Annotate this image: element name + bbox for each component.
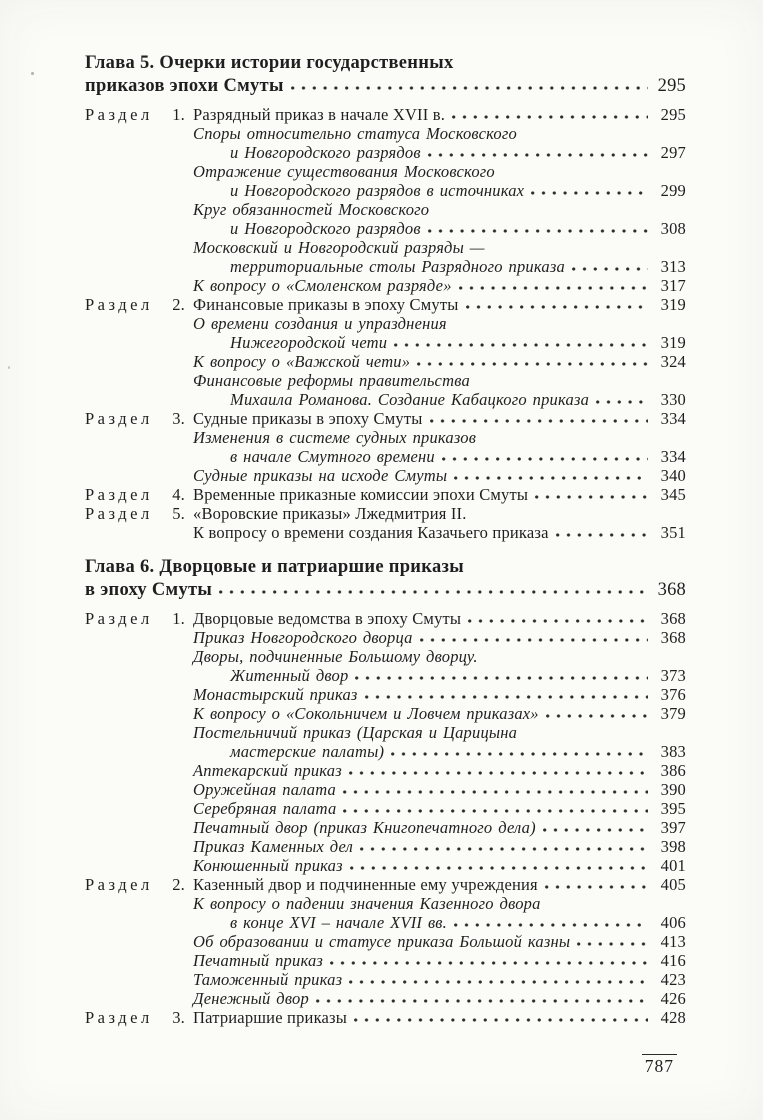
entry-title: территориальные столы Разрядного приказа xyxy=(230,257,565,276)
entry-title: Финансовые приказы в эпоху Смуты xyxy=(193,295,459,314)
entry-title: Печатный двор (приказ Книгопечатного дела) xyxy=(193,818,536,837)
toc-line xyxy=(85,970,686,989)
dot-leader xyxy=(543,818,648,833)
scan-speck xyxy=(31,72,34,75)
section-label-word: Раздел xyxy=(85,875,153,894)
entry-title: Патриаршие приказы xyxy=(193,1008,348,1027)
toc-line xyxy=(85,504,686,523)
page-ref: 313 xyxy=(660,257,686,276)
entry-title: и Новгородского разрядов в источниках xyxy=(230,181,525,200)
page-ref: 334 xyxy=(660,447,686,466)
dot-leader xyxy=(394,333,648,348)
toc-line xyxy=(85,276,686,295)
toc-line xyxy=(85,761,686,780)
dot-leader xyxy=(459,276,648,291)
page-ref: 330 xyxy=(660,390,686,409)
entry-title: Глава 6. Дворцовые и патриаршие приказы xyxy=(85,557,464,577)
section-label xyxy=(85,409,193,428)
section-label-word: Раздел xyxy=(85,485,153,504)
entry-title: Судные приказы на исходе Смуты xyxy=(193,466,448,485)
toc-line xyxy=(85,75,686,98)
entry-title: К вопросу о времени создания Казачьего приказа xyxy=(193,523,549,542)
entry-title: Дворы, подчиненные Большому дворцу. xyxy=(193,647,478,666)
dot-leader xyxy=(330,951,648,966)
page-ref: 297 xyxy=(660,143,686,162)
section-label-number: 2. xyxy=(172,875,185,894)
entry-title: Круг обязанностей Московского xyxy=(193,200,430,219)
toc-line xyxy=(85,894,686,913)
section-label xyxy=(85,875,193,894)
page-ref: 299 xyxy=(660,181,686,200)
page-ref: 405 xyxy=(660,875,686,894)
dot-leader xyxy=(577,932,648,947)
entry-title: Приказ Каменных дел xyxy=(193,837,354,856)
dot-leader xyxy=(316,989,648,1004)
entry-title: в эпоху Смуты xyxy=(85,580,213,600)
toc-line xyxy=(85,257,686,276)
entry-title: Серебряная палата xyxy=(193,799,337,818)
dot-leader xyxy=(420,628,648,643)
entry-title: К вопросу о падении значения Казенного двора xyxy=(193,894,541,913)
section-label-word: Раздел xyxy=(85,409,153,428)
toc-line xyxy=(85,162,686,181)
dot-leader xyxy=(556,523,648,538)
page-ref: 373 xyxy=(660,666,686,685)
dot-leader xyxy=(343,780,648,795)
dot-leader xyxy=(454,913,648,928)
dot-leader xyxy=(291,76,648,91)
page-ref: 395 xyxy=(660,799,686,818)
entry-title: приказов эпохи Смуты xyxy=(85,76,284,96)
entry-title: К вопросу о «Смоленском разряде» xyxy=(193,276,452,295)
toc-line xyxy=(85,409,686,428)
dot-leader xyxy=(546,704,648,719)
page-number-footer xyxy=(642,1056,677,1077)
toc-line xyxy=(85,105,686,124)
entry-title: Постельничий приказ (Царская и Царицына xyxy=(193,723,518,742)
toc-line xyxy=(85,932,686,951)
entry-title: Таможенный приказ xyxy=(193,970,343,989)
toc-line xyxy=(85,628,686,647)
entry-title: Финансовые реформы правительства xyxy=(193,371,470,390)
toc-line xyxy=(85,856,686,875)
entry-title: К вопросу о «Сокольничем и Ловчем приказах» xyxy=(193,704,539,723)
page-ref: 386 xyxy=(660,761,686,780)
toc-line xyxy=(85,609,686,628)
dot-leader xyxy=(531,181,648,196)
section-label xyxy=(85,609,193,628)
section-label-word: Раздел xyxy=(85,609,153,628)
entry-title: Оружейная палата xyxy=(193,780,337,799)
entry-title: Приказ Новгородского дворца xyxy=(193,628,413,647)
page-ref: 379 xyxy=(660,704,686,723)
entry-title: в начале Смутного времени xyxy=(230,447,435,466)
dot-leader xyxy=(454,466,648,481)
section-label xyxy=(85,485,193,504)
entry-title: Временные приказные комиссии эпохи Смуты xyxy=(193,485,529,504)
dot-leader xyxy=(545,875,648,890)
toc-line xyxy=(85,704,686,723)
toc-line xyxy=(85,818,686,837)
page-ref: 351 xyxy=(660,523,686,542)
page-ref: 368 xyxy=(657,580,686,600)
section-label-number: 4. xyxy=(172,485,185,504)
dot-leader xyxy=(452,105,648,120)
page-ref: 390 xyxy=(660,780,686,799)
entry-title: Михаила Романова. Создание Кабацкого приказа xyxy=(230,390,590,409)
page-ref: 423 xyxy=(660,970,686,989)
section-label-number: 3. xyxy=(172,1008,185,1027)
section-label-word: Раздел xyxy=(85,295,153,314)
page-ref: 345 xyxy=(660,485,686,504)
toc-line xyxy=(85,523,686,542)
section-label-word: Раздел xyxy=(85,504,153,523)
entry-title: «Воровские приказы» Лжедмитрия II. xyxy=(193,504,467,523)
entry-title: Казенный двор и подчиненные ему учреждения xyxy=(193,875,538,894)
dot-leader xyxy=(355,666,648,681)
page-ref: 416 xyxy=(660,951,686,970)
table-of-contents xyxy=(85,52,686,1027)
entry-title: О времени создания и упразднения xyxy=(193,314,447,333)
section-label-number: 1. xyxy=(172,105,185,124)
dot-leader xyxy=(442,447,648,462)
toc-line xyxy=(85,295,686,314)
dot-leader xyxy=(468,609,648,624)
page-ref: 295 xyxy=(657,76,686,96)
dot-leader xyxy=(572,257,648,272)
entry-title: Дворцовые ведомства в эпоху Смуты xyxy=(193,609,462,628)
section-label-number: 1. xyxy=(172,609,185,628)
entry-title: Отражение существования Московского xyxy=(193,162,495,181)
toc-line xyxy=(85,466,686,485)
entry-title: Житенный двор xyxy=(230,666,349,685)
dot-leader xyxy=(219,580,648,595)
page-ref: 334 xyxy=(660,409,686,428)
page-ref: 383 xyxy=(660,742,686,761)
toc-line xyxy=(85,666,686,685)
toc-line xyxy=(85,723,686,742)
section-label-number: 3. xyxy=(172,409,185,428)
dot-leader xyxy=(391,742,648,757)
page-ref: 317 xyxy=(660,276,686,295)
entry-title: Аптекарский приказ xyxy=(193,761,342,780)
toc-line xyxy=(85,390,686,409)
page-ref: 319 xyxy=(660,295,686,314)
toc-line xyxy=(85,143,686,162)
entry-title: Споры относительно статуса Московского xyxy=(193,124,517,143)
dot-leader xyxy=(428,219,648,234)
dot-leader xyxy=(430,409,648,424)
entry-title: и Новгородского разрядов xyxy=(230,143,421,162)
entry-title: Изменения в системе судных приказов xyxy=(193,428,477,447)
page-ref: 319 xyxy=(660,333,686,352)
toc-line xyxy=(85,124,686,143)
toc-line xyxy=(85,951,686,970)
dot-leader xyxy=(417,352,648,367)
entry-title: Московский и Новгородский разряды — xyxy=(193,238,485,257)
section-label xyxy=(85,504,193,523)
entry-title: Денежный двор xyxy=(193,989,309,1008)
page-ref: 397 xyxy=(660,818,686,837)
entry-title: и Новгородского разрядов xyxy=(230,219,421,238)
entry-title: в конце XVI – начале XVII вв. xyxy=(230,913,447,932)
page-ref: 368 xyxy=(660,628,686,647)
page-ref: 413 xyxy=(660,932,686,951)
toc-line xyxy=(85,913,686,932)
toc-line xyxy=(85,333,686,352)
section-label-number: 2. xyxy=(172,295,185,314)
section-label xyxy=(85,1008,193,1027)
section-label xyxy=(85,105,193,124)
page-ref: 401 xyxy=(660,856,686,875)
toc-line xyxy=(85,485,686,504)
toc-line xyxy=(85,200,686,219)
entry-title: К вопросу о «Важской чети» xyxy=(193,352,411,371)
dot-leader xyxy=(360,837,648,852)
toc-line xyxy=(85,989,686,1008)
toc-line xyxy=(85,238,686,257)
entry-title: Глава 5. Очерки истории государственных xyxy=(85,53,454,73)
dot-leader xyxy=(466,295,648,310)
section-label-number: 5. xyxy=(172,504,185,523)
section-label xyxy=(85,295,193,314)
entry-title: Конюшенный приказ xyxy=(193,856,343,875)
page-ref: 308 xyxy=(660,219,686,238)
dot-leader xyxy=(428,143,648,158)
page-ref: 295 xyxy=(660,105,686,124)
dot-leader xyxy=(343,799,648,814)
section-label-word: Раздел xyxy=(85,105,153,124)
entry-title: Печатный приказ xyxy=(193,951,324,970)
dot-leader xyxy=(350,856,648,871)
page-ref: 324 xyxy=(660,352,686,371)
entry-title: мастерские палаты) xyxy=(230,742,385,761)
toc-line xyxy=(85,352,686,371)
page-ref: 340 xyxy=(660,466,686,485)
entry-title: Монастырский приказ xyxy=(193,685,358,704)
entry-title: Нижегородской чети xyxy=(230,333,388,352)
toc-line xyxy=(85,219,686,238)
page-ref: 406 xyxy=(660,913,686,932)
folio-number: 787 xyxy=(642,1054,677,1076)
page-ref: 376 xyxy=(660,685,686,704)
page-ref: 428 xyxy=(660,1008,686,1027)
toc-line xyxy=(85,1008,686,1027)
section-label-word: Раздел xyxy=(85,1008,153,1027)
toc-line xyxy=(85,52,686,75)
page-ref: 368 xyxy=(660,609,686,628)
toc-line xyxy=(85,837,686,856)
toc-line xyxy=(85,875,686,894)
dot-leader xyxy=(596,390,648,405)
toc-line xyxy=(85,314,686,333)
page-ref: 398 xyxy=(660,837,686,856)
toc-line xyxy=(85,556,686,579)
toc-line xyxy=(85,447,686,466)
entry-title: Судные приказы в эпоху Смуты xyxy=(193,409,423,428)
toc-line xyxy=(85,647,686,666)
toc-line xyxy=(85,428,686,447)
scan-speck xyxy=(8,366,10,369)
dot-leader xyxy=(354,1008,648,1023)
toc-line xyxy=(85,799,686,818)
toc-line xyxy=(85,685,686,704)
dot-leader xyxy=(349,761,648,776)
toc-line xyxy=(85,780,686,799)
dot-leader xyxy=(349,970,648,985)
dot-leader xyxy=(535,485,648,500)
toc-line xyxy=(85,181,686,200)
toc-line xyxy=(85,371,686,390)
dot-leader xyxy=(365,685,648,700)
entry-title: Об образовании и статусе приказа Большой казны xyxy=(193,932,571,951)
entry-title: Разрядный приказ в начале XVII в. xyxy=(193,105,446,124)
toc-line xyxy=(85,742,686,761)
page-ref: 426 xyxy=(660,989,686,1008)
toc-line xyxy=(85,579,686,602)
